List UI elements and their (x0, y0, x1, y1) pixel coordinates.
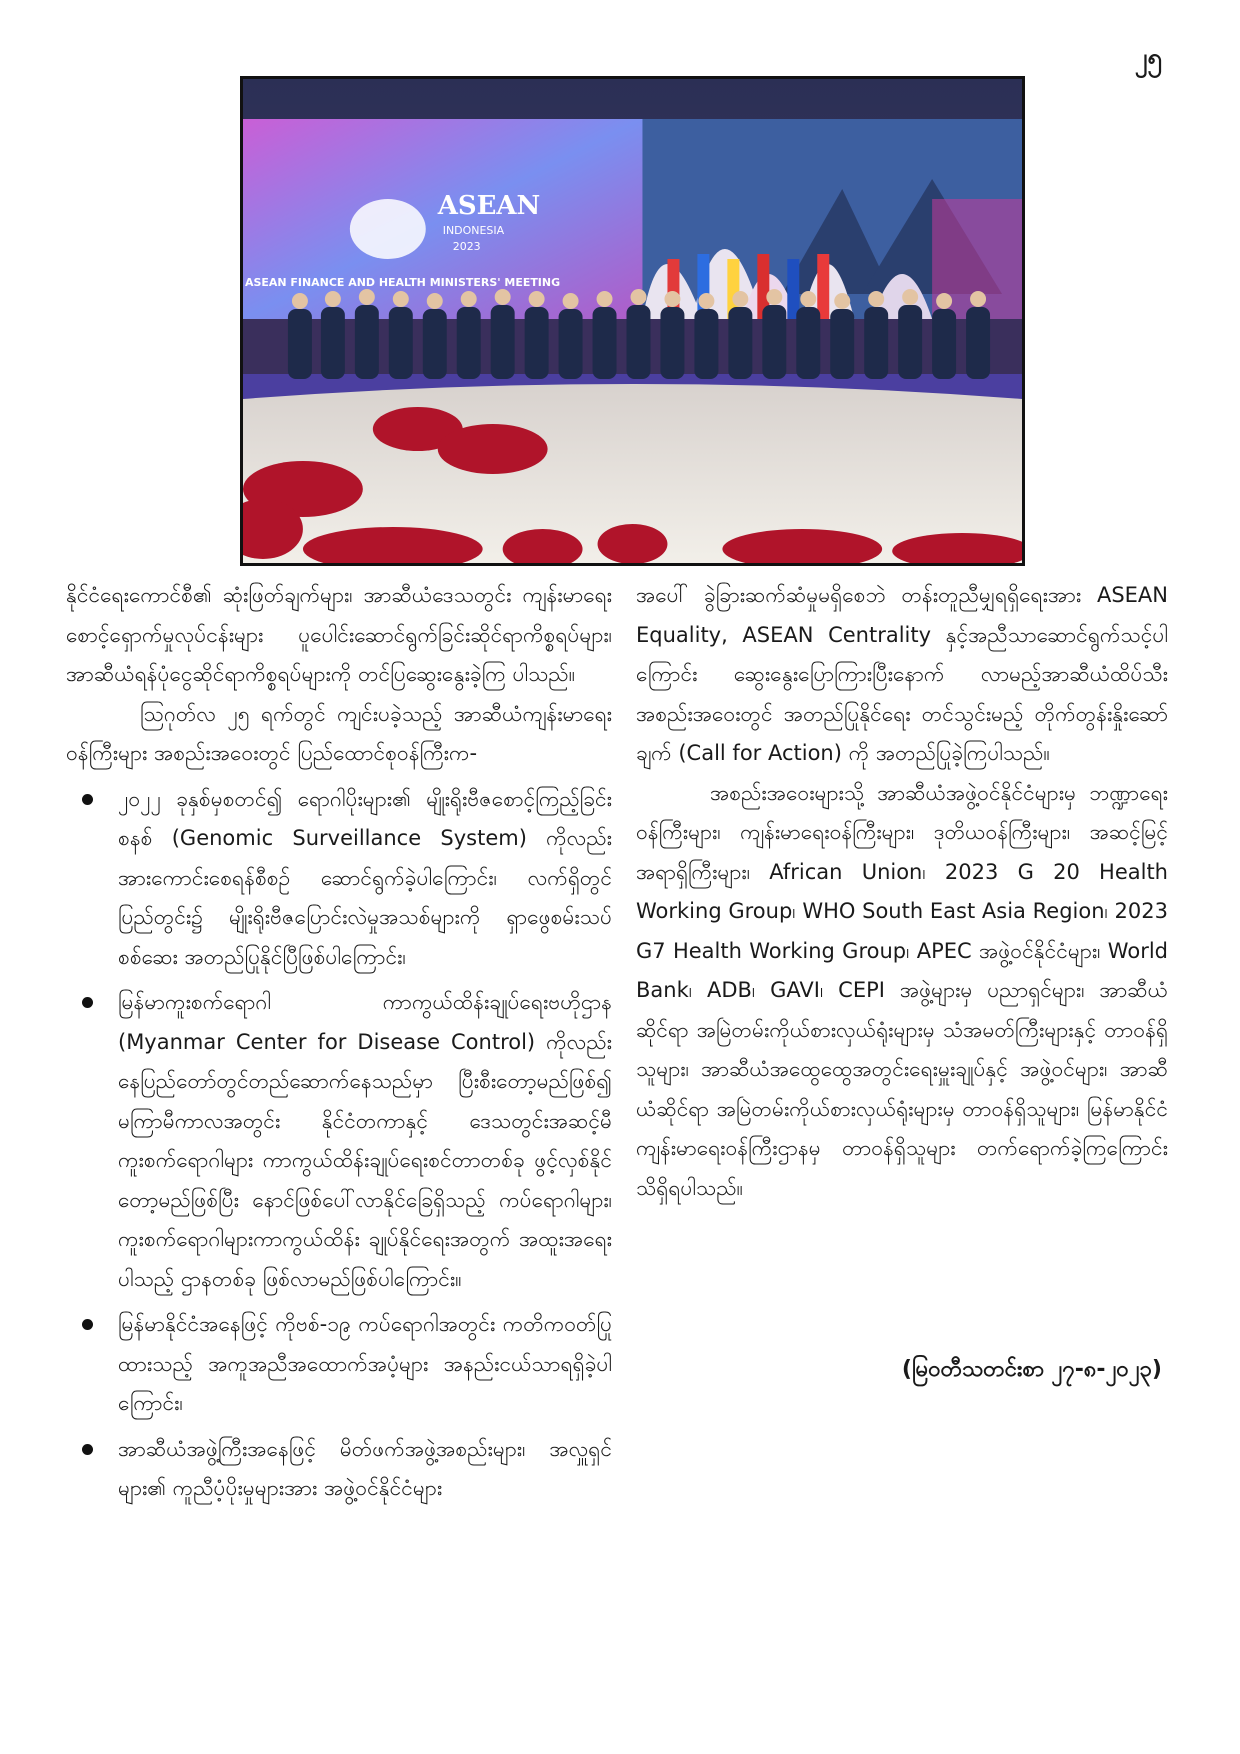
left-column (66, 576, 612, 1509)
page-number: ၂၅ (1134, 43, 1162, 73)
right-para-2: အစည်းအဝေးများသို့ အာဆီယံအဖွဲ့ဝင်နိုင်ငံများမှ ဘဏ္ဍာရေးဝန်ကြီးများ၊ ကျန်းမာရေးဝန်ကြီးများ၊ ဒုတိယဝန်ကြီးများ၊ အဆင့်မြင့်အရာရှိကြီးများ၊ African Union၊ 2023 G 20 Health Working Group၊ WHO South East Asia Region၊ 2023 G7 Health Working Group၊ APEC အဖွဲ့ဝင်နိုင်ငံများ၊ World Bank၊ ADB၊ GAVI၊ CEPI အဖွဲ့များမှ ပညာရှင်များ၊ အာဆီယံဆိုင်ရာ အမြဲတမ်းကိုယ်စားလှယ်ရုံးများမှ သံအမတ်ကြီးများနှင့် တာဝန်ရှိသူများ၊ အာဆီယံအထွေထွေအတွင်းရေးမှူးချုပ်နှင့် အဖွဲ့ဝင်များ၊ အာဆီယံဆိုင်ရာ အမြဲတမ်းကိုယ်စားလှယ်ရုံးများမှ တာဝန်ရှိသူများ၊ မြန်မာနိုင်ငံ ကျန်းမာရေးဝန်ကြီးဌာနမှ တာဝန်ရှိသူများ တက်ရောက်ခဲ့ကြကြောင်း သိရှိရပါသည်။ (636, 780, 1168, 1200)
banner-text: ASEAN FINANCE AND HEALTH MINISTERS' MEETING (244, 275, 561, 290)
bullet-text: အာဆီယံအဖွဲ့ကြီးအနေဖြင့် မိတ်ဖက်အဖွဲ့အစည်းများ၊ အလှူရှင်များ၏ ကူညီပံ့ပိုးမှုများအား အဖွဲ့ဝင်နိုင်ငံများ (118, 1436, 612, 1500)
bullet-text: ၂၀၂၂ ခုနှစ်မှစတင်၍ ရောဂါပိုးများ၏ မျိုးရိုးဗီဇစောင့်ကြည့်ခြင်းစနစ် (Genomic Surveillance System) ကိုလည်း အားကောင်းစေရန်စီစဉ် ဆောင်ရွက်ခဲ့ပါကြောင်း၊ လက်ရှိတွင် ပြည်တွင်း၌ မျိုးရိုးဗီဇပြောင်းလဲမှုအသစ်များကို ရှာဖွေစမ်းသပ်စစ်ဆေး အတည်ပြုနိုင်ပြီဖြစ်ပါကြောင်း၊ (118, 786, 612, 969)
news-photo (240, 76, 1025, 566)
bullet-icon (82, 794, 93, 805)
bullet-icon (82, 997, 93, 1008)
bullet-item (66, 1430, 612, 1509)
left-para-2: ဩဂုတ်လ ၂၅ ရက်တွင် ကျင်းပခဲ့သည့် အာဆီယံကျန်းမာရေးဝန်ကြီးများ အစည်းအဝေးတွင် ပြည်ထောင်စုဝန်ကြီးက- (66, 701, 612, 765)
bullet-text: မြန်မာကူးစက်ရောဂါ ကာကွယ်ထိန်းချုပ်ရေးဗဟိုဌာန (Myanmar Center for Disease Control) ကိုလည်း နေပြည်တော်တွင်တည်ဆောက်နေသည်မှာ ပြီးစီးတော့မည်ဖြစ်၍ မကြာမီကာလအတွင်း နိုင်ငံတကာနှင့် ဒေသတွင်းအဆင့်မီ ကူးစက်ရောဂါများ ကာကွယ်ထိန်းချုပ်ရေးစင်တာတစ်ခု ဖွင့်လှစ်နိုင်တော့မည်ဖြစ်ပြီး နောင်ဖြစ်ပေါ်လာနိုင်ခြေရှိသည့် ကပ်ရောဂါများ၊ ကူးစက်ရောဂါများကာကွယ်ထိန်း ချုပ်နိုင်ရေးအတွက် အထူးအရေးပါသည့် ဌာနတစ်ခု ဖြစ်လာမည်ဖြစ်ပါကြောင်း။ (118, 990, 612, 1291)
bullet-icon (82, 1444, 93, 1455)
bullet-list (66, 780, 612, 1509)
bullet-item (66, 1305, 612, 1424)
sign-logo-text: ASEAN (437, 190, 541, 222)
right-column (636, 576, 1168, 1208)
sign-year-text: 2023 (452, 239, 481, 254)
left-para-1: နိုင်ငံရေးကောင်စီ၏ ဆုံးဖြတ်ချက်များ၊ အာဆီယံဒေသတွင်း ကျန်းမာရေးစောင့်ရှောက်မှုလုပ်ငန်းများ ပူပေါင်းဆောင်ရွက်ခြင်းဆိုင်ရာကိစ္စရပ်များ၊ အာဆီယံရန်ပုံငွေဆိုင်ရာကိစ္စရပ်များကို တင်ပြဆွေးနွေးခဲ့ကြ ပါသည်။ (66, 583, 612, 686)
right-para-1: အပေါ် ခွဲခြားဆက်ဆံမှုမရှိစေဘဲ တန်းတူညီမျှရရှိရေးအား ASEAN Equality, ASEAN Centrality နှင့်အညီသာဆောင်ရွက်သင့်ပါကြောင်း ဆွေးနွေးပြောကြားပြီးနောက် လာမည့်အာဆီယံထိပ်သီးအစည်းအဝေးတွင် အတည်ပြုနိုင်ရေး တင်သွင်းမည့် တိုက်တွန်းနှိုးဆော်ချက် (Call for Action) ကို အတည်ပြုခဲ့ကြပါသည်။ (636, 583, 1168, 765)
bullet-item (66, 983, 612, 1299)
bullet-item (66, 780, 612, 978)
source-credit: (မြဝတီသတင်းစာ ၂၇-၈-၂၀၂၃) (901, 1357, 1162, 1382)
bullet-text: မြန်မာနိုင်ငံအနေဖြင့် ကိုဗစ်-၁၉ ကပ်ရောဂါအတွင်း ကတိကဝတ်ပြုထားသည့် အကူအညီအထောက်အပံ့များ အနည်းငယ်သာရရှိခဲ့ပါကြောင်း၊ (118, 1312, 612, 1415)
bullet-icon (82, 1319, 93, 1330)
sign-sub-text: INDONESIA (442, 223, 505, 238)
